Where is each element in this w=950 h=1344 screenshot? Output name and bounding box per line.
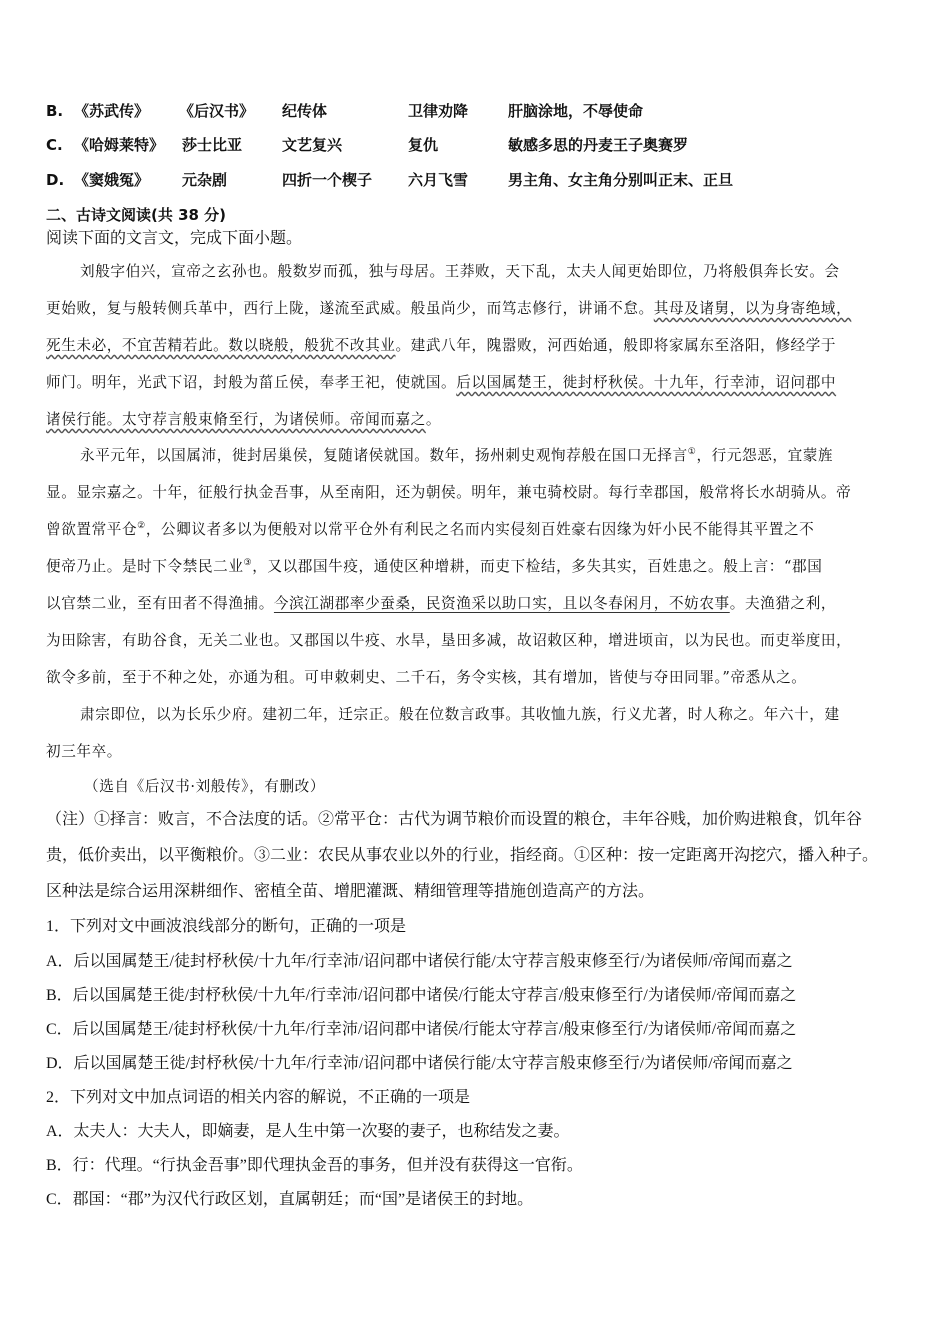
question-2-option-a[interactable]: A．太夫人：大夫人，即嫡妻，是人生中第一次娶的妻子，也称结发之妻。	[46, 1123, 570, 1140]
option-work: 《苏武传》	[74, 102, 150, 120]
option-letter: B.	[46, 102, 64, 120]
option-plot: 卫律劝降	[408, 102, 469, 120]
passage-line: 更始败，复与般转侧兵革中，西行上陇，遂流至武威。般虽尚少，而笃志修行，讲诵不怠。其母及诸舅，以为身寄绝域，	[46, 300, 852, 317]
option-source: 莎士比亚	[182, 136, 243, 154]
question-1-stem: 1．下列对文中画波浪线部分的断句，正确的一项是	[46, 918, 407, 935]
passage-line: 曾欲置常平仓②，公卿议者多以为便般对以常平仓外有利民之名而内实侵刻百姓豪右因缘为奸小民不能得其平置之不	[46, 521, 815, 538]
wavy-underlined-text: 死生未必，不宜苦精若此。数以晓般，般犹不改其业	[46, 337, 396, 354]
notes-line: 贵，低价卖出，以平衡粮价。③二业：农民从事农业以外的行业，指经商。①区种：按一定距离开沟挖穴，播入种子。	[46, 847, 879, 864]
option-plot: 六月飞雪	[408, 171, 469, 189]
wavy-underlined-text: 诸侯行能。太守荐言般束脩至行，为诸侯师。帝闻而嘉之	[46, 411, 426, 428]
option-plot: 复仇	[408, 136, 439, 154]
option-theme: 肝脑涂地，不辱使命	[508, 102, 644, 120]
question-2-stem: 2．下列对文中加点词语的相关内容的解说，不正确的一项是	[46, 1089, 471, 1106]
passage-line: 刘般字伯兴，宣帝之玄孙也。般数岁而孤，独与母居。王莽败，天下乱，太夫人闻更始即位，乃将般俱奔长安。会	[80, 263, 840, 280]
passage-line: 死生未必，不宜苦精若此。数以晓般，般犹不改其业。建武八年，隗嚣败，河西始通，般即将家属东至洛阳，修经学于	[46, 337, 837, 354]
option-genre: 文艺复兴	[282, 136, 343, 154]
passage-line: 以官禁二业，至有田者不得渔捕。今滨江湖郡率少蚕桑，民资渔采以助口实，且以冬春闲月，不妨农事。夫渔猎之利，	[46, 595, 837, 612]
passage-line: 肃宗即位，以为长乐少府。建初二年，迁宗正。般在位数言政事。其收恤九族，行义尤著，时人称之。年六十，建	[80, 706, 840, 723]
option-source: 《后汉书》	[179, 102, 255, 120]
option-source: 元杂剧	[182, 171, 228, 189]
option-genre: 纪传体	[282, 102, 328, 120]
passage-line: 永平元年，以国属沛，徙封居巢侯，复随诸侯就国。数年，扬州刺史观恂荐般在国口无择言①，行元怨恶，宜蒙旌	[80, 447, 834, 464]
passage-line: 初三年卒。	[46, 743, 122, 760]
option-genre: 四折一个楔子	[282, 171, 373, 189]
underlined-text: 今滨江湖郡率少蚕桑，民资渔采以助口实，且以冬春闲月，不妨农事	[273, 595, 730, 612]
option-letter: D.	[46, 171, 65, 189]
section-heading: 二、古诗文阅读(共 38 分)	[46, 206, 227, 224]
footnote-marker: ③	[243, 558, 253, 568]
footnote-marker: ①	[687, 447, 697, 457]
wavy-underlined-text: 其母及诸舅，以为身寄绝域，	[653, 300, 852, 317]
question-1-option-d[interactable]: D．后以国属楚王徙/封杼秋侯/十九年/行幸沛/诏问郡中诸侯行能/太守荐言般束修至行/为诸侯师/帝闻而嘉之	[46, 1055, 793, 1072]
passage-line: 显。显宗嘉之。十年，征般行执金吾事，从至南阳，还为朝侯。明年，兼屯骑校尉。每行幸郡国，般常将长水胡骑从。帝	[46, 484, 852, 501]
passage-line: 诸侯行能。太守荐言般束脩至行，为诸侯师。帝闻而嘉之。	[46, 411, 442, 428]
question-2-option-b[interactable]: B．行：代理。“行执金吾事”即代理执金吾的事务，但并没有获得这一官衔。	[46, 1157, 583, 1174]
section-instruction: 阅读下面的文言文，完成下面小题。	[46, 230, 303, 247]
option-letter: C.	[46, 136, 63, 154]
option-theme: 男主角、女主角分别叫正末、正旦	[508, 171, 734, 189]
passage-source: （选自《后汉书·刘般传》，有删改）	[84, 778, 326, 795]
notes-line: 区种法是综合运用深耕细作、密植全苗、增肥灌溉、精细管理等措施创造高产的方法。	[46, 883, 655, 900]
notes-line: （注）①择言：败言，不合法度的话。②常平仓：古代为调节粮价而设置的粮仓，丰年谷贱，加价购进粮食，饥年谷	[46, 811, 863, 828]
passage-line: 便帝乃止。是时下令禁民二业③，又以郡国牛疫，通使区种增耕，而吏下检结，多失其实，百姓患之。般上言：“郡国	[46, 558, 823, 575]
passage-line: 师门。明年，光武下诏，封般为菑丘侯，奉孝王祀，使就国。后以国属楚王，徙封杼秋侯。十九年，行幸沛，诏问郡中	[46, 374, 837, 391]
wavy-underlined-text: 后以国属楚王，徙封杼秋侯。十九年，行幸沛，诏问郡中	[456, 374, 837, 391]
question-1-option-a[interactable]: A．后以国属楚王/徒封杼秋侯/十九年/行幸沛/诏问郡中诸侯行能/太守荐言般束修至行/为诸侯师/帝闻而嘉之	[46, 953, 793, 970]
question-1-option-c[interactable]: C．后以国属楚王/徒封杼秋侯/十九年/行幸沛/诏问郡中诸侯/行能太守荐言/般束修至行/为诸侯师/帝闻而嘉之	[46, 1021, 797, 1038]
question-1-option-b[interactable]: B．后以国属楚王徙/封杼秋侯/十九年/行幸沛/诏问郡中诸侯/行能太守荐言/般束修至行/为诸侯师/帝闻而嘉之	[46, 987, 797, 1004]
footnote-marker: ②	[137, 521, 146, 531]
option-work: 《窦娥冤》	[74, 171, 150, 189]
passage-line: 为田除害，有助谷食，无关二业也。又郡国以牛疫、水旱，垦田多减，故诏敕区种，增进顷亩，以为民也。而吏举度田，	[46, 632, 852, 649]
option-work: 《哈姆莱特》	[74, 136, 165, 154]
question-2-option-c[interactable]: C．郡国：“郡”为汉代行政区划，直属朝廷；而“国”是诸侯王的封地。	[46, 1191, 534, 1208]
passage-line: 欲令多前，至于不种之处，亦通为租。可申敕刺史、二千石，务令实核，其有增加，皆使与夺田同罪。”帝悉从之。	[46, 669, 807, 686]
option-theme: 敏感多思的丹麦王子奥赛罗	[508, 136, 689, 154]
